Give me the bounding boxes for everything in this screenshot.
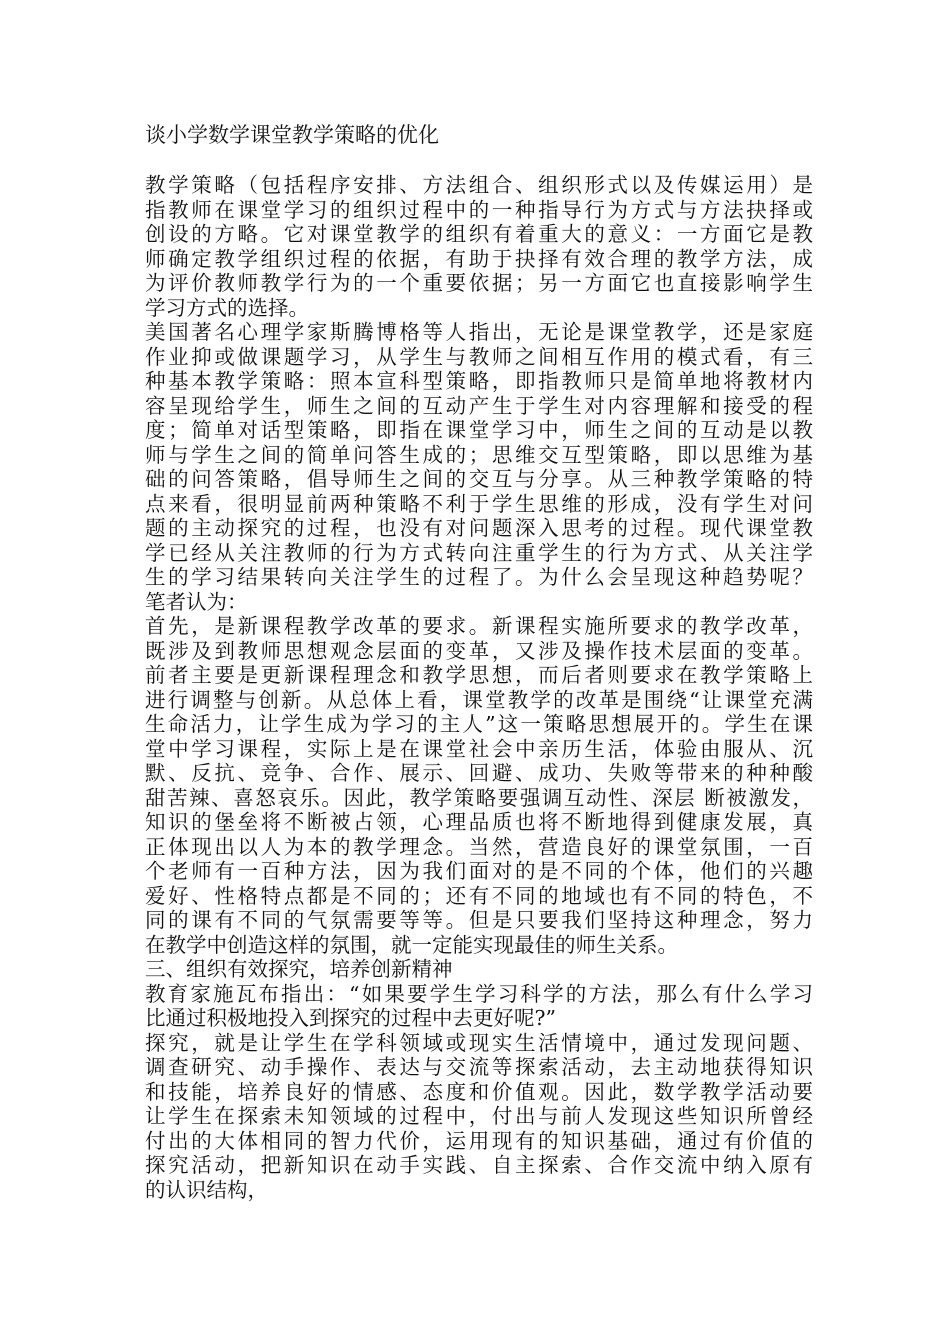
body-line: 三、组织有效探究，培养创新精神 xyxy=(145,957,453,981)
body-line: 爱好、性格特点都是不同的；还有不同的地域也有不同的特色，不 xyxy=(145,883,813,908)
body-line: 甜苦辣、喜怒哀乐。因此，教学策略要强调互动性、深层 断被激发， xyxy=(145,785,813,810)
body-line: 为评价教师教学行为的一个重要依据；另一方面它也直接影响学生 xyxy=(145,271,813,295)
body-line: 比通过积极地投入到探究的过程中去更好呢?” xyxy=(145,1006,556,1030)
body-line: 首先，是新课程教学改革的要求。新课程实施所要求的教学改革， xyxy=(145,614,813,638)
body-line: 容呈现给学生，师生之间的互动产生于学生对内容理解和接受的程 xyxy=(145,393,813,418)
body-line: 让学生在探索未知领域的过程中，付出与前人发现这些知识所曾经 xyxy=(145,1104,813,1128)
body-line: 度；简单对话型策略，即指在课堂学习中，师生之间的互动是以教 xyxy=(145,418,813,442)
body-line: 进行调整与创新。从总体上看，课堂教学的改革是围绕“让课堂充满 xyxy=(145,687,813,712)
body-line: 默、反抗、竞争、合作、展示、回避、成功、失败等带来的种种酸 xyxy=(145,761,813,785)
body-line: 学已经从关注教师的行为方式转向注重学生的行为方式、从关注学 xyxy=(145,540,813,565)
body-line: 生命活力，让学生成为学习的主人”这一策略思想展开的。学生在课 xyxy=(145,712,813,736)
body-line: 础的问答策略，倡导师生之间的交互与分享。从三种教学策略的特 xyxy=(145,467,813,491)
body-line: 笔者认为： xyxy=(145,589,248,614)
document-body xyxy=(145,173,813,1202)
body-line: 点来看，很明显前两种策略不利于学生思维的形成，没有学生对问 xyxy=(145,491,813,516)
body-line: 付出的大体相同的智力代价，运用现有的知识基础，通过有价值的 xyxy=(145,1128,813,1153)
body-line: 探究活动，把新知识在动手实践、自主探索、合作交流中纳入原有 xyxy=(145,1153,813,1177)
body-line: 探究，就是让学生在学科领域或现实生活情境中，通过发现问题、 xyxy=(145,1030,813,1055)
body-line: 知识的堡垒将不断被占领，心理品质也将不断地得到健康发展，真 xyxy=(145,810,813,834)
body-line: 和技能，培养良好的情感、态度和价值观。因此，数学教学活动要 xyxy=(145,1079,813,1104)
body-line: 师确定教学组织过程的依据，有助于抉择有效合理的教学方法，成 xyxy=(145,246,813,271)
body-line: 个老师有一百种方法，因为我们面对的是不同的个体，他们的兴趣 xyxy=(145,859,813,883)
body-line: 调查研究、动手操作、表达与交流等探索活动，去主动地获得知识 xyxy=(145,1055,813,1079)
body-line: 正体现出以人为本的教学理念。当然，营造良好的课堂氛围，一百 xyxy=(145,834,813,859)
body-line: 创设的方略。它对课堂教学的组织有着重大的意义：一方面它是教 xyxy=(145,222,813,246)
body-line: 在教学中创造这样的氛围，就一定能实现最佳的师生关系。 xyxy=(145,932,678,957)
body-line: 种基本教学策略：照本宣科型策略，即指教师只是简单地将教材内 xyxy=(145,369,813,393)
body-line: 的认识结构， xyxy=(145,1177,268,1202)
body-line: 既涉及到教师思想观念层面的变革，又涉及操作技术层面的变革。 xyxy=(145,638,813,663)
body-line: 前者主要是更新课程理念和教学思想，而后者则要求在教学策略上 xyxy=(145,663,813,687)
body-line: 生的学习结果转向关注学生的过程了。为什么会呈现这种趋势呢？ xyxy=(145,565,813,589)
body-line: 指教师在课堂学习的组织过程中的一种指导行为方式与方法抉择或 xyxy=(145,197,813,222)
body-line: 学习方式的选择。 xyxy=(145,295,309,320)
body-line: 题的主动探究的过程，也没有对问题深入思考的过程。现代课堂教 xyxy=(145,516,813,540)
body-line: 美国著名心理学家斯腾博格等人指出，无论是课堂教学，还是家庭 xyxy=(145,320,813,344)
body-line: 师与学生之间的简单问答生成的；思维交互型策略，即以思维为基 xyxy=(145,442,813,467)
body-line: 同的课有不同的气氛需要等等。但是只要我们坚持这种理念，努力 xyxy=(145,908,813,932)
body-line: 教学策略（包括程序安排、方法组合、组织形式以及传媒运用）是 xyxy=(145,173,813,197)
document-title: 谈小学数学课堂教学策略的优化 xyxy=(145,123,439,147)
body-line: 教育家施瓦布指出：“如果要学生学习科学的方法，那么有什么学习 xyxy=(145,981,813,1006)
body-line: 堂中学习课程，实际上是在课堂社会中亲历生活，体验由服从、沉 xyxy=(145,736,813,761)
body-line: 作业抑或做课题学习，从学生与教师之间相互作用的模式看，有三 xyxy=(145,344,813,369)
